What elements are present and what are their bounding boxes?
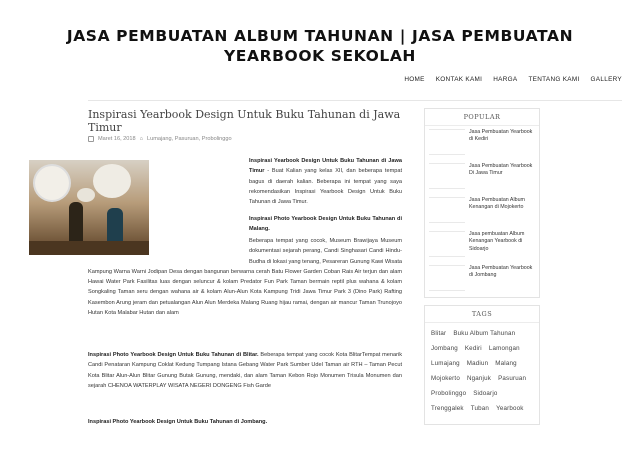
header-divider [88, 100, 622, 101]
popular-link[interactable]: Jasa Pembuatan Yearbook Di Jawa Timur [469, 163, 533, 177]
popular-link[interactable]: Jasa pembuatan Album Kenangan Yearbook di Sidoarjo [469, 231, 525, 252]
nav-harga[interactable]: HARGA [493, 76, 518, 83]
blitar-text: Beberapa tempat yang cocok Kota BlitarTempat menarik Candi Penataran Kampung Coklat Kedung Tumpang Istana Gebang Water Park Sumber Udel Taman air RTH – Taman Pecut Kota Blitar Alun-Alun Blitar Gunung Butak Gunung, mendaki, dan alam Taman Kebon Rojo Monumen Trisula Monumen dan sejarah CHENOA WATERPLAY WISATA NEGERI DONGENG Fish Garde [88, 352, 402, 389]
popular-thumb[interactable] [429, 129, 465, 155]
intro-bold: Inspirasi Yearbook Design Untuk Buku Tahunan di Jawa Timur [249, 158, 402, 175]
post-date[interactable]: Maret 16, 2018 [98, 136, 136, 142]
popular-thumb[interactable] [429, 197, 465, 223]
main-nav [404, 76, 622, 83]
photographer-figure [69, 202, 83, 244]
tag-link[interactable]: Madiun [466, 360, 489, 367]
intro-text: - Buat Kalian yang kelas XII, dan beberapa tempat bagus di daerah kalian. Beberapa ini tempat yang saya rekomendasikan Inspirasi Yearbook Design Untuk Buku Tahunan di Jawa Timur. [249, 168, 402, 206]
popular-item [425, 262, 539, 296]
popular-link[interactable]: Jasa Pembuatan Album Kenangan di Mojokerto [469, 197, 525, 211]
calendar-icon [88, 136, 94, 142]
popular-thumb[interactable] [429, 231, 465, 257]
tag-link[interactable]: Trenggalek [431, 405, 464, 412]
popular-item [425, 228, 539, 262]
popular-widget [424, 108, 540, 298]
tag-link[interactable]: Mojokerto [431, 375, 460, 382]
jombang-heading: Inspirasi Photo Yearbook Design Untuk Buku Tahunan di Jombang. [88, 419, 268, 425]
tag-link[interactable]: Malang [495, 360, 517, 367]
blitar-block [88, 350, 402, 391]
malang-heading: Inspirasi Photo Yearbook Design Untuk Buku Tahunan di Malang. [249, 216, 402, 233]
sidebar [424, 108, 540, 412]
popular-link[interactable]: Jasa Pembuatan Yearbook di Jombang [469, 265, 533, 279]
nav-home[interactable]: HOME [404, 76, 425, 83]
tag-list [425, 323, 539, 420]
popular-link[interactable]: Jasa Pembuatan Yearbook di Kediri [469, 129, 533, 143]
tag-link[interactable]: Yearbook [496, 405, 524, 412]
tag-link[interactable]: Pasuruan [498, 375, 527, 382]
popular-thumb[interactable] [429, 163, 465, 189]
nav-tentang-kami[interactable]: TENTANG KAMI [528, 76, 580, 83]
nav-kontak-kami[interactable]: KONTAK KAMI [435, 76, 483, 83]
studio-umbrella-right [93, 164, 131, 198]
tag-link[interactable]: Nganjuk [466, 375, 492, 382]
site-header [0, 0, 638, 100]
image-float-spacer [88, 236, 249, 264]
tag-link[interactable]: Lumajang [431, 360, 460, 367]
tag-link[interactable]: Lamongan [488, 345, 520, 352]
popular-item [425, 160, 539, 194]
studio-umbrella-left [35, 166, 69, 200]
popular-item [425, 126, 539, 160]
post-labels[interactable]: Lumajang, Pasuruan, Probolinggo [147, 136, 232, 142]
nav-gallery[interactable]: GALLERY [590, 76, 622, 83]
tags-title: TAGS [425, 306, 539, 323]
tag-link[interactable]: Buku Album Tahunan [453, 330, 516, 337]
tag-link[interactable]: Tuban [470, 405, 490, 412]
popular-thumb[interactable] [429, 265, 465, 291]
post-intro [249, 156, 402, 207]
label-icon: ⌂ [139, 136, 144, 142]
tag-link[interactable]: Blitar [431, 330, 447, 337]
post [88, 108, 410, 142]
tags-widget [424, 305, 540, 425]
malang-block [88, 236, 402, 336]
jombang-block [88, 417, 402, 427]
blitar-heading: Inspirasi Photo Yearbook Design Untuk Buku Tahunan di Blitar. [88, 352, 259, 358]
post-title[interactable]: Inspirasi Yearbook Design Untuk Buku Tahunan di Jawa Timur [88, 108, 401, 134]
site-title[interactable]: JASA PEMBUATAN ALBUM TAHUNAN | JASA PEMBUATAN YEARBOOK SEKOLAH [66, 27, 574, 65]
malang-heading-block [249, 214, 402, 235]
tag-link[interactable]: Jombang [431, 345, 458, 352]
studio-light [77, 188, 95, 202]
popular-title: POPULAR [425, 109, 539, 126]
post-meta [88, 136, 410, 142]
tag-link[interactable]: Sidoarjo [473, 390, 498, 397]
tag-link[interactable]: Probolinggo [431, 390, 467, 397]
tag-link[interactable]: Kediri [464, 345, 482, 352]
popular-item [425, 194, 539, 228]
malang-text: Beberapa tempat yang cocok, Museum Brawijaya Museum dokumentasi sejarah perang, Candi Singhasari Candi Hindu-Budha di lokasi yang tenang, Pesareran Gunung Kawi Wisata Kampung Warna Warni Jodipan Desa dengan bangunan berwarna cerah Batu Flower Garden Coban Rais Air terjun dan alam Hawai Water Park Fasilitas luas dengan seluncur & kolam Predator Fun Park Taman bermain reptil plus wahana & kolam Songkaling Taman seru dengan wahana air & kolam Alun-Alun Kota Kampung Tridi Jawa Timur Park 3 (Dino Park) Rafting Kasembon Arung jeram dan petualangan Alun Alun Merdeka Malang Ruang hijau ramai, dengan air mancur Taman Trunojoyo Hutan Kota Malabar Hutan dan alam [88, 238, 402, 317]
